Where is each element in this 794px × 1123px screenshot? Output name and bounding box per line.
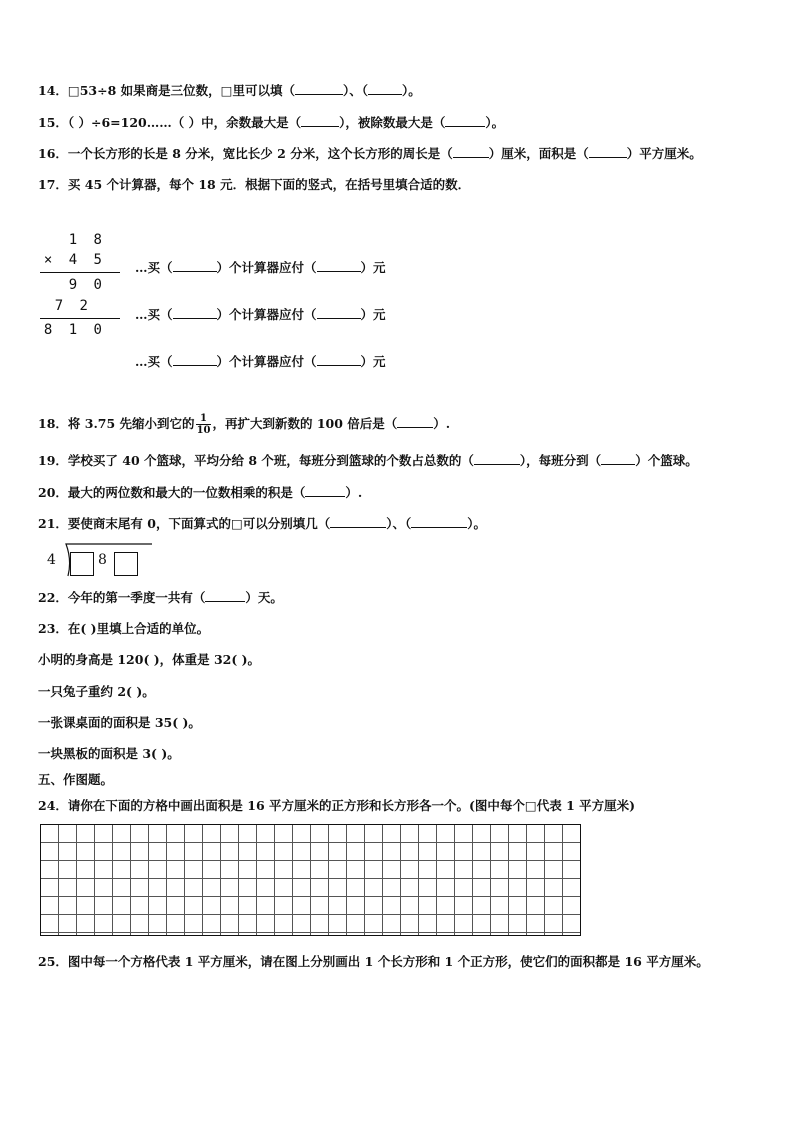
question-number: 23． bbox=[38, 621, 68, 636]
vertical-multiplication bbox=[40, 232, 120, 342]
question-16: 16．一个长方形的长是 8 分米，宽比长少 2 分米，这个长方形的周长是（ ）厘米，面积是（ ）平方厘米。 bbox=[38, 146, 702, 161]
question-number: 15． bbox=[38, 115, 68, 130]
product: 8 1 0 bbox=[43, 322, 106, 338]
q23-line-3: 一张课桌面的面积是 35( )。 bbox=[38, 715, 201, 730]
question-22: 22．今年的第一季度一共有（ ）天。 bbox=[38, 590, 283, 605]
answer-blank[interactable] bbox=[330, 515, 386, 528]
partial-product-2: 7 2 bbox=[54, 298, 92, 314]
calc-line-2: …买（ ）个计算器应付（ ）元 bbox=[135, 307, 386, 322]
answer-blank[interactable] bbox=[445, 114, 485, 127]
question-number: 17． bbox=[38, 177, 68, 192]
answer-blank[interactable] bbox=[173, 259, 217, 272]
answer-blank[interactable] bbox=[474, 452, 520, 465]
question-24: 24．请你在下面的方格中画出面积是 16 平方厘米的正方形和长方形各一个。(图中每个□代表 1 平方厘米) bbox=[38, 798, 636, 813]
answer-blank[interactable] bbox=[295, 82, 343, 95]
question-number: 18． bbox=[38, 416, 68, 431]
question-25: 25．图中每一个方格代表 1 平方厘米，请在图上分别画出 1 个长方形和 1 个正方形，使它们的面积都是 16 平方厘米。 bbox=[38, 954, 709, 969]
answer-blank[interactable] bbox=[305, 484, 345, 497]
question-number: 25． bbox=[38, 954, 68, 969]
answer-blank[interactable] bbox=[317, 353, 361, 366]
answer-blank[interactable] bbox=[397, 415, 433, 428]
calc-line-1: …买（ ）个计算器应付（ ）元 bbox=[135, 260, 386, 275]
question-number: 14． bbox=[38, 83, 68, 98]
dividend-digit: 8 bbox=[98, 552, 107, 568]
question-18: 18．将 3.75 先缩小到它的 $\frac{1}{10}$ ，再扩大到新数的 100 倍后是（ ）. bbox=[38, 413, 451, 436]
answer-blank[interactable] bbox=[589, 145, 627, 158]
answer-blank[interactable] bbox=[411, 515, 467, 528]
question-21: 21．要使商末尾有 0，下面算式的□可以分别填几（ ）、（ ）。 bbox=[38, 516, 487, 531]
answer-blank[interactable] bbox=[317, 306, 361, 319]
question-14: 14．□53÷8 如果商是三位数，□里可以填（ ）、（ ）。 bbox=[38, 83, 421, 98]
rule-line bbox=[40, 272, 120, 273]
fraction: $\frac{1}{10}$ bbox=[196, 413, 211, 436]
question-number: 16． bbox=[38, 146, 68, 161]
answer-blank[interactable] bbox=[173, 306, 217, 319]
rule-line bbox=[40, 318, 120, 319]
q23-line-1: 小明的身高是 120( )，体重是 32( )。 bbox=[38, 652, 261, 667]
calc-line-3: …买（ ）个计算器应付（ ）元 bbox=[135, 354, 386, 369]
answer-blank[interactable] bbox=[368, 82, 402, 95]
drawing-grid[interactable] bbox=[40, 824, 581, 936]
question-15: 15．（ ）÷6=120……（ ）中，余数最大是（ ），被除数最大是（ ）。 bbox=[38, 115, 505, 130]
answer-blank[interactable] bbox=[301, 114, 339, 127]
answer-blank[interactable] bbox=[601, 452, 635, 465]
question-number: 19． bbox=[38, 453, 68, 468]
question-number: 20． bbox=[38, 485, 68, 500]
answer-blank[interactable] bbox=[453, 145, 489, 158]
question-23: 23．在( )里填上合适的单位。 bbox=[38, 621, 210, 636]
q23-line-4: 一块黑板的面积是 3( )。 bbox=[38, 746, 180, 761]
answer-blank[interactable] bbox=[205, 589, 245, 602]
question-19: 19．学校买了 40 个篮球，平均分给 8 个班，每班分到篮球的个数占总数的（ ），每班分到（ ）个篮球。 bbox=[38, 453, 698, 468]
digit-box-1[interactable] bbox=[70, 552, 94, 576]
q23-line-2: 一只兔子重约 2( )。 bbox=[38, 684, 155, 699]
long-division bbox=[44, 542, 154, 578]
answer-blank[interactable] bbox=[173, 353, 217, 366]
divisor: 4 bbox=[47, 552, 56, 568]
digit-box-2[interactable] bbox=[114, 552, 138, 576]
question-20: 20．最大的两位数和最大的一位数相乘的积是（ ）. bbox=[38, 485, 363, 500]
multiplier: × 4 5 bbox=[43, 252, 106, 268]
question-number: 21． bbox=[38, 516, 68, 531]
answer-blank[interactable] bbox=[317, 259, 361, 272]
section-heading: 五、作图题。 bbox=[38, 772, 114, 787]
question-number: 22． bbox=[38, 590, 68, 605]
question-number: 24． bbox=[38, 798, 68, 813]
multiplicand: 1 8 bbox=[68, 232, 106, 248]
partial-product-1: 9 0 bbox=[68, 277, 106, 293]
question-17: 17．买 45 个计算器，每个 18 元．根据下面的竖式，在括号里填合适的数． bbox=[38, 177, 471, 192]
